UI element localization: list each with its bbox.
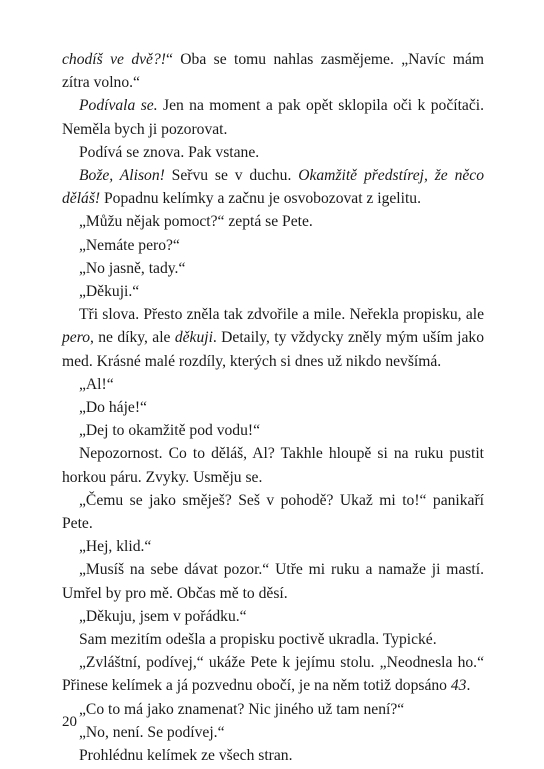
italic-text-run: Bože, Alison! — [79, 167, 165, 185]
italic-text-run: Okamžitě předstírej, že něco děláš! — [62, 167, 485, 208]
text-run: „Al!“ — [79, 375, 114, 393]
italic-text-run: Podívala se. — [79, 97, 158, 115]
text-run: Popadnu kelímky a začnu je osvobozovat z igelitu. — [100, 190, 421, 208]
paragraph — [62, 303, 484, 373]
paragraph — [62, 419, 484, 442]
text-run: , ne díky, ale — [90, 329, 175, 347]
page-number: 20 — [62, 714, 77, 730]
paragraph — [62, 396, 484, 419]
text-run: „Do háje!“ — [79, 399, 147, 417]
text-run: Tři slova. Přesto zněla tak zdvořile a mile. Neřekla propisku, ale — [79, 306, 484, 324]
text-run: Sam mezitím odešla a propisku poctivě ukradla. Typické. — [79, 631, 437, 649]
text-run: „Děkuju, jsem v pořádku.“ — [79, 607, 247, 625]
italic-text-run: děkuji — [174, 329, 213, 347]
paragraph — [62, 558, 484, 604]
paragraph — [62, 141, 484, 164]
text-run: . Detaily, ty vždycky zněly mým uším jako med. Krásné malé rozdíly, kterých si dnes už nikdo nevšímá. — [62, 329, 484, 370]
paragraph — [62, 257, 484, 280]
italic-text-run: pero — [62, 329, 91, 347]
text-run: „Děkuji.“ — [79, 283, 140, 301]
paragraph — [62, 164, 484, 210]
paragraph — [62, 605, 484, 628]
text-run: “ Oba se tomu nahlas zasmějeme. „Navíc mám zítra volno.“ — [62, 51, 484, 92]
italic-text-run: chodíš ve dvě?! — [62, 51, 166, 68]
text-run: „No, není. Se podívej.“ — [79, 723, 225, 741]
text-run: „Čemu se jako směješ? Seš v pohodě? Ukaž mi to!“ panikaří Pete. — [62, 491, 484, 533]
text-run: „No jasně, tady.“ — [79, 259, 186, 277]
text-run: Podívá se znova. Pak vstane. — [79, 143, 260, 161]
paragraph — [62, 48, 484, 94]
italic-text-run: 43 — [450, 677, 467, 695]
paragraph — [62, 373, 484, 396]
text-run: „Hej, klid.“ — [79, 538, 152, 556]
paragraph — [62, 489, 484, 535]
paragraph — [62, 280, 484, 303]
book-page-text — [62, 48, 484, 767]
paragraph — [62, 628, 484, 651]
paragraph — [62, 698, 484, 721]
text-run: „Co to má jako znamenat? Nic jiného už tam není?“ — [79, 700, 405, 718]
paragraph — [62, 721, 484, 744]
paragraph — [62, 535, 484, 558]
paragraph — [62, 94, 484, 140]
text-run: „Zvláštní, podívej,“ ukáže Pete k jejímu stolu. „Neodnesla ho.“ Přinese kelímek a já pozvednu obočí, je na něm totiž dopsáno — [62, 654, 484, 695]
text-run: Nepozornost. Co to děláš, Al? Takhle hloupě si na ruku pustit horkou páru. Zvyky. Usměju se. — [62, 445, 484, 486]
text-run: . — [466, 677, 471, 695]
text-run: „Můžu nějak pomoct?“ zeptá se Pete. — [79, 213, 313, 231]
text-run: Seřvu se v duchu. — [164, 167, 299, 185]
paragraph — [62, 744, 484, 767]
text-run: „Nemáte pero?“ — [79, 236, 180, 254]
text-run: „Musíš na sebe dávat pozor.“ Utře mi ruku a namaže ji mastí. Umřel by pro mě. Občas mě to děsí. — [62, 561, 484, 602]
text-run: „Dej to okamžitě pod vodu!“ — [79, 422, 261, 440]
text-run: Jen na moment a pak opět sklopila oči k počítači. Neměla bych ji pozorovat. — [62, 97, 484, 138]
text-run: Prohlédnu kelímek ze všech stran. — [79, 747, 293, 765]
paragraph — [62, 442, 484, 488]
paragraph — [62, 234, 484, 257]
paragraph — [62, 651, 484, 697]
paragraph — [62, 210, 484, 233]
